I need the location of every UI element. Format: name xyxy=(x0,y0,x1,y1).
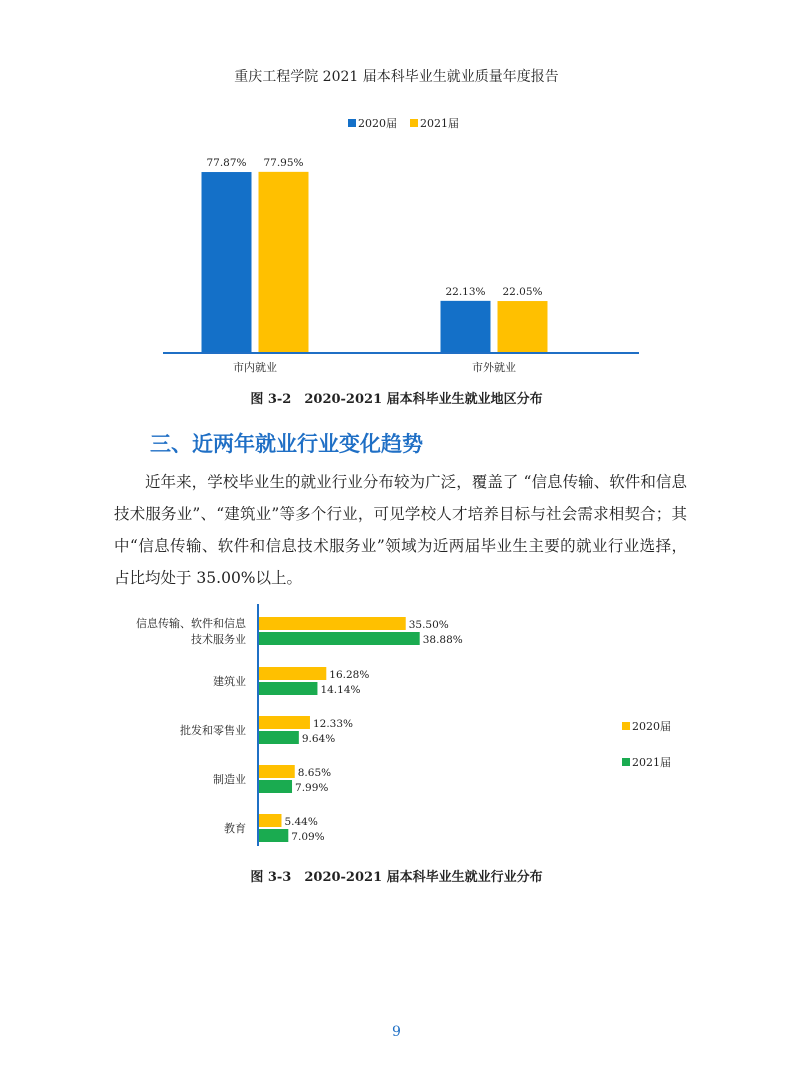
body-paragraph: 近年来，学校毕业生的就业行业分布较为广泛，覆盖了 “信息传输、软件和信息技术服务业”、“建筑业”等多个行业，可见学校人才培养目标与社会需求相契合；其中“信息传输、软件和信息技术服务业”领域为近两届毕业生主要的就业行业选择，占比均处于 35.00%以上。 xyxy=(114,473,687,587)
hbar-0-2 xyxy=(259,716,310,729)
category-label-1: 市外就业 xyxy=(472,361,516,374)
legend-swatch-1 xyxy=(410,119,418,127)
region-distribution-chart xyxy=(155,108,645,378)
legend-swatch-0 xyxy=(348,119,356,127)
bar-1-0 xyxy=(259,172,309,352)
hcategory-label-3-0: 制造业 xyxy=(213,773,246,786)
hdata-label-1-0: 38.88% xyxy=(422,634,463,646)
page-header: 重庆工程学院 2021 届本科毕业生就业质量年度报告 xyxy=(234,69,559,85)
bar-0-1 xyxy=(441,301,491,352)
hcategory-label-2-0: 批发和零售业 xyxy=(180,724,246,737)
hbar-0-0 xyxy=(259,617,406,630)
data-label-0-0: 77.87% xyxy=(206,157,247,170)
section-title: 三、近两年就业行业变化趋势 xyxy=(150,432,423,456)
hlegend-label-0: 2020届 xyxy=(632,720,671,733)
hlegend-label-1: 2021届 xyxy=(632,756,671,769)
figure-caption-3-2: 图 3-2 2020-2021 届本科毕业生就业地区分布 xyxy=(250,392,543,407)
hcategory-label-4-0: 教育 xyxy=(224,822,246,835)
hcategory-label-0-1: 技术服务业 xyxy=(191,633,246,646)
category-label-0: 市内就业 xyxy=(233,361,277,374)
legend-label-0: 2020届 xyxy=(358,117,397,130)
hdata-label-1-1: 14.14% xyxy=(320,684,361,696)
hbar-0-1 xyxy=(259,667,326,680)
page-number: 9 xyxy=(392,1024,401,1040)
hbar-1-1 xyxy=(259,682,317,695)
figure-caption-3-3: 图 3-3 2020-2021 届本科毕业生就业行业分布 xyxy=(250,870,543,885)
bar-0-0 xyxy=(202,172,252,352)
hbar-1-3 xyxy=(259,780,292,793)
hdata-label-1-2: 9.64% xyxy=(301,733,336,745)
legend-label-1: 2021届 xyxy=(420,117,459,130)
bar-1-1 xyxy=(498,301,548,352)
data-label-0-1: 22.13% xyxy=(445,285,486,298)
data-label-1-1: 22.05% xyxy=(502,286,543,299)
hlegend-swatch-1 xyxy=(622,758,630,766)
hlegend-swatch-0 xyxy=(622,722,630,730)
hcategory-label-0-0: 信息传输、软件和信息 xyxy=(136,617,246,630)
hbar-0-3 xyxy=(259,765,295,778)
hbar-1-4 xyxy=(259,829,288,842)
industry-distribution-chart xyxy=(110,598,690,858)
hdata-label-0-4: 5.44% xyxy=(284,816,318,828)
hdata-label-0-0: 35.50% xyxy=(408,619,449,631)
hdata-label-0-3: 8.65% xyxy=(297,767,332,779)
data-label-1-0: 77.95% xyxy=(263,156,304,169)
hbar-1-2 xyxy=(259,731,299,744)
hcategory-label-1-0: 建筑业 xyxy=(213,675,246,688)
hdata-label-0-1: 16.28% xyxy=(329,669,370,681)
hdata-label-1-3: 7.99% xyxy=(295,782,329,794)
hbar-1-0 xyxy=(259,632,420,645)
hdata-label-0-2: 12.33% xyxy=(312,718,354,730)
hbar-0-4 xyxy=(259,814,281,827)
hdata-label-1-4: 7.09% xyxy=(291,831,325,843)
